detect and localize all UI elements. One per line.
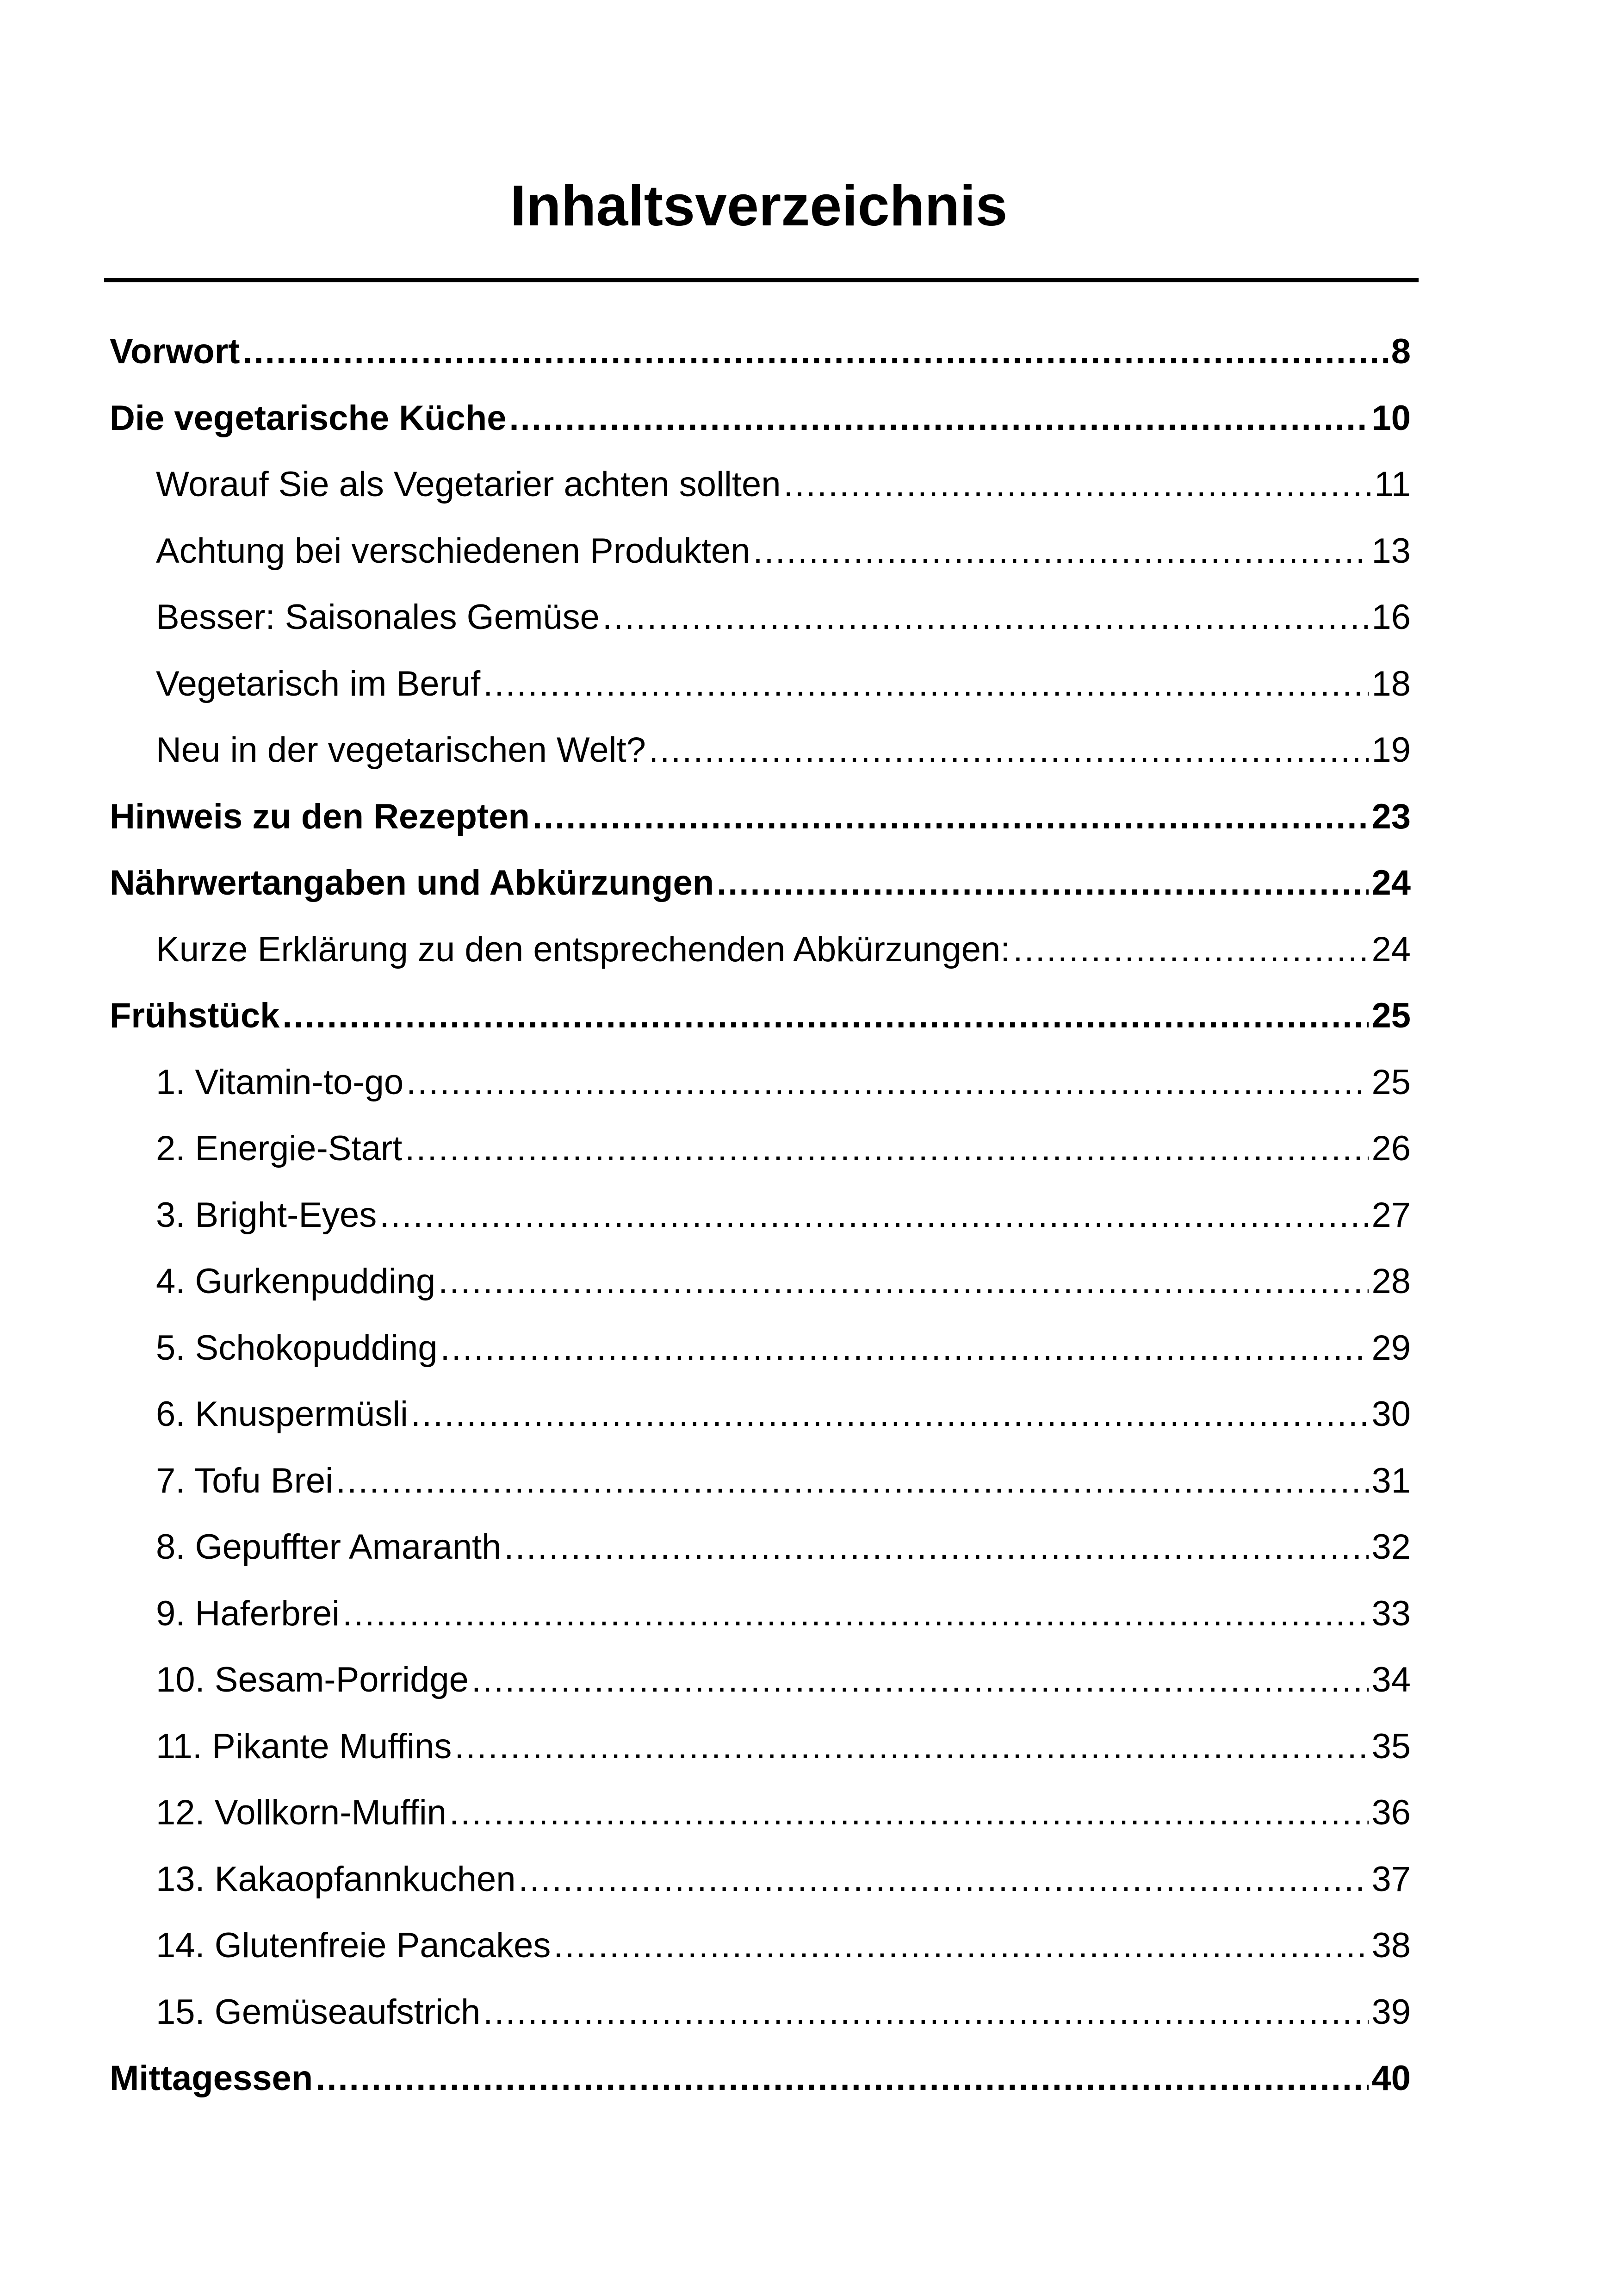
toc-entry-label: Mittagessen [110, 2059, 313, 2098]
toc-entry-label: 8. Gepuffter Amaranth [156, 1527, 502, 1567]
toc-page-number: 28 [1371, 1262, 1411, 1301]
toc-page-number: 10 [1371, 398, 1411, 438]
toc-chapter-entry[interactable] [110, 990, 1411, 1041]
dot-leader [405, 1123, 1369, 1174]
toc-chapter-entry[interactable] [110, 393, 1411, 444]
dot-leader [602, 592, 1369, 643]
dot-leader [649, 725, 1369, 776]
toc-entry-label: Besser: Saisonales Gemüse [156, 597, 600, 637]
toc-entry-label: Hinweis zu den Rezepten [110, 797, 530, 836]
toc-section-entry[interactable] [156, 725, 1411, 776]
toc-page-number: 33 [1371, 1594, 1411, 1633]
dot-leader [553, 1920, 1369, 1971]
toc-page-number: 13 [1371, 531, 1411, 571]
toc-page-number: 38 [1371, 1926, 1411, 1965]
dot-leader [717, 858, 1369, 908]
toc-entry-label: Kurze Erklärung zu den entsprechenden Abkürzungen: [156, 930, 1010, 969]
toc-entry-label: 2. Energie-Start [156, 1129, 403, 1168]
toc-entry-label: 15. Gemüseaufstrich [156, 1992, 481, 2032]
toc-entry-label: Worauf Sie als Vegetarier achten sollten [156, 465, 781, 504]
toc-section-entry[interactable] [156, 1522, 1411, 1573]
toc-entry-label: Nährwertangaben und Abkürzungen [110, 863, 714, 902]
toc-entry-label: 10. Sesam-Porridge [156, 1660, 469, 1699]
dot-leader [406, 1057, 1369, 1108]
dot-leader [783, 459, 1371, 510]
toc-entry-label: 6. Knuspermüsli [156, 1394, 408, 1434]
dot-leader [379, 1190, 1369, 1241]
toc-section-entry[interactable] [156, 1389, 1411, 1440]
toc-page-number: 35 [1371, 1727, 1411, 1766]
dot-leader [282, 990, 1369, 1041]
dot-leader [483, 659, 1369, 709]
dot-leader [242, 326, 1388, 377]
toc-entry-label: 12. Vollkorn-Muffin [156, 1793, 447, 1832]
title-divider [104, 278, 1419, 282]
toc-entry-label: 5. Schokopudding [156, 1328, 438, 1368]
dot-leader [316, 2053, 1369, 2104]
dot-leader [440, 1323, 1369, 1374]
dot-leader [519, 1854, 1369, 1905]
toc-section-entry[interactable] [156, 526, 1411, 577]
toc-section-entry[interactable] [156, 1920, 1411, 1971]
toc-page-number: 39 [1371, 1992, 1411, 2032]
toc-entry-label: 7. Tofu Brei [156, 1461, 334, 1500]
toc-page-number: 29 [1371, 1328, 1411, 1368]
toc-entry-label: 9. Haferbrei [156, 1594, 340, 1633]
toc-page-number: 40 [1371, 2059, 1411, 2098]
toc-page-number: 8 [1391, 332, 1411, 371]
dot-leader [533, 791, 1369, 842]
toc-chapter-entry[interactable] [110, 326, 1411, 377]
toc-page-number: 36 [1371, 1793, 1411, 1832]
toc-section-entry[interactable] [156, 459, 1411, 510]
toc-section-entry[interactable] [156, 1057, 1411, 1108]
toc-section-entry[interactable] [156, 1323, 1411, 1374]
toc-section-entry[interactable] [156, 1655, 1411, 1705]
toc-entry-label: 1. Vitamin-to-go [156, 1063, 404, 1102]
toc-page-number: 32 [1371, 1527, 1411, 1567]
toc-section-entry[interactable] [156, 1256, 1411, 1307]
toc-chapter-entry[interactable] [110, 858, 1411, 908]
toc-page-number: 25 [1371, 996, 1411, 1035]
dot-leader [336, 1456, 1369, 1506]
dot-leader [509, 393, 1369, 444]
toc-entry-label: Vegetarisch im Beruf [156, 664, 481, 703]
dot-leader [449, 1787, 1369, 1838]
toc-entry-label: Vorwort [110, 332, 240, 371]
toc-entry-label: 3. Bright-Eyes [156, 1195, 377, 1235]
toc-entry-label: Neu in der vegetarischen Welt? [156, 730, 646, 770]
dot-leader [438, 1256, 1369, 1307]
toc-page-number: 16 [1371, 597, 1411, 637]
toc-section-entry[interactable] [156, 592, 1411, 643]
toc-chapter-entry[interactable] [110, 2053, 1411, 2104]
toc-page-number: 25 [1371, 1063, 1411, 1102]
toc-page-number: 30 [1371, 1394, 1411, 1434]
toc-page-number: 37 [1371, 1860, 1411, 1899]
dot-leader [454, 1721, 1369, 1772]
toc-page-number: 11 [1374, 465, 1411, 504]
toc-page-number: 31 [1371, 1461, 1411, 1500]
page-title: Inhaltsverzeichnis [510, 174, 1008, 238]
toc-page-number: 23 [1371, 797, 1411, 836]
dot-leader [504, 1522, 1369, 1573]
toc-entry-label: Achtung bei verschiedenen Produkten [156, 531, 750, 571]
toc-page-number: 34 [1371, 1660, 1411, 1699]
dot-leader [483, 1987, 1369, 2038]
toc-page-number: 27 [1371, 1195, 1411, 1235]
dot-leader [342, 1588, 1369, 1639]
toc-section-entry[interactable] [156, 659, 1411, 709]
dot-leader [471, 1655, 1369, 1705]
toc-entry-label: Frühstück [110, 996, 280, 1035]
toc-entry-label: 14. Glutenfreie Pancakes [156, 1926, 551, 1965]
toc-page-number: 24 [1371, 863, 1411, 902]
toc-page-number: 24 [1371, 930, 1411, 969]
toc-entry-label: 4. Gurkenpudding [156, 1262, 436, 1301]
toc-section-entry[interactable] [156, 1854, 1411, 1905]
toc-chapter-entry[interactable] [110, 791, 1411, 842]
toc-section-entry[interactable] [156, 924, 1411, 975]
toc-entry-label: 11. Pikante Muffins [156, 1727, 452, 1766]
dot-leader [411, 1389, 1369, 1440]
toc-section-entry[interactable] [156, 1787, 1411, 1838]
toc-section-entry[interactable] [156, 1987, 1411, 2038]
toc-section-entry[interactable] [156, 1721, 1411, 1772]
toc-page-number: 19 [1371, 730, 1411, 770]
toc-page-number: 18 [1371, 664, 1411, 703]
dot-leader [1013, 924, 1369, 975]
toc-entry-label: 13. Kakaopfannkuchen [156, 1860, 516, 1899]
toc-entry-label: Die vegetarische Küche [110, 398, 507, 438]
toc-section-entry[interactable] [156, 1456, 1411, 1506]
toc-section-entry[interactable] [156, 1123, 1411, 1174]
toc-page-number: 26 [1371, 1129, 1411, 1168]
dot-leader [753, 526, 1369, 577]
toc-section-entry[interactable] [156, 1190, 1411, 1241]
toc-section-entry[interactable] [156, 1588, 1411, 1639]
